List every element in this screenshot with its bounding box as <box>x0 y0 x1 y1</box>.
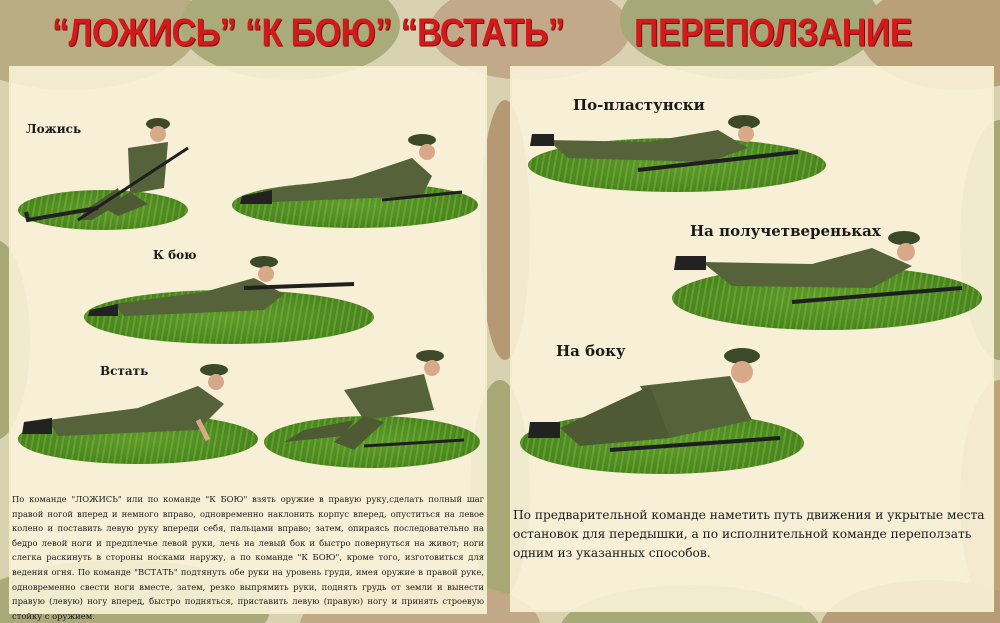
label-half-fours: На получетвереньках <box>690 222 881 240</box>
photo-soldier-standing-up <box>264 350 480 468</box>
right-title: ПЕРЕПОЛЗАНИЕ <box>634 11 912 55</box>
left-description: По команде "ЛОЖИСЬ" или по команде "К БОЮ" взять оружие в правую руку,сделать полный шаг правой ногой вперед и немного вправо, одновременно наклонить корпус вперед, опуститься на левое колено и поставить левую руку впереди себя, пальцами вправо; затем, опираясь последовательно на бедро левой ноги и предплечье левой руки, лечь на левый бок и быстро повернуться на живот; ноги слегка раскинуть в стороны носками наружу, а по команде "К БОЮ", кроме того, изготовиться для ведения огня. По команде "ВСТАТЬ" подтянуть обе руки на уровень груди, имея оружие в правой руке, одновременно свести ноги вместе, затем, резко выпрямить руки, поднять грудь от земли и вынести правую (левую) ногу вперед, быстро подняться, приставить левую (правую) ногу и принять строевую стойку с оружием. <box>12 494 484 621</box>
left-title: “ЛОЖИСЬ” “К БОЮ” “ВСТАТЬ” <box>52 11 565 55</box>
label-lie-down: Ложись <box>26 122 82 136</box>
photo-kneeling-soldier <box>18 108 190 230</box>
photo-lying-soldier <box>232 130 478 228</box>
right-description: По предварительной команде наметить путь движения и укрытые места остановок для передышки, а по исполнительной команде переползать одним из указанных способов. <box>513 508 985 560</box>
photo-firing-soldier <box>84 254 378 344</box>
label-on-side: На боку <box>556 342 626 360</box>
label-stand-up: Встать <box>100 364 149 378</box>
photo-crawling-on-side <box>520 346 804 474</box>
label-plastunski: По-пластунски <box>573 96 705 114</box>
photo-soldier-rising <box>18 360 258 464</box>
label-to-battle: К бою <box>153 248 197 262</box>
photo-crawling-half-fours <box>672 226 982 330</box>
photo-crawling-plastunski <box>528 112 826 192</box>
